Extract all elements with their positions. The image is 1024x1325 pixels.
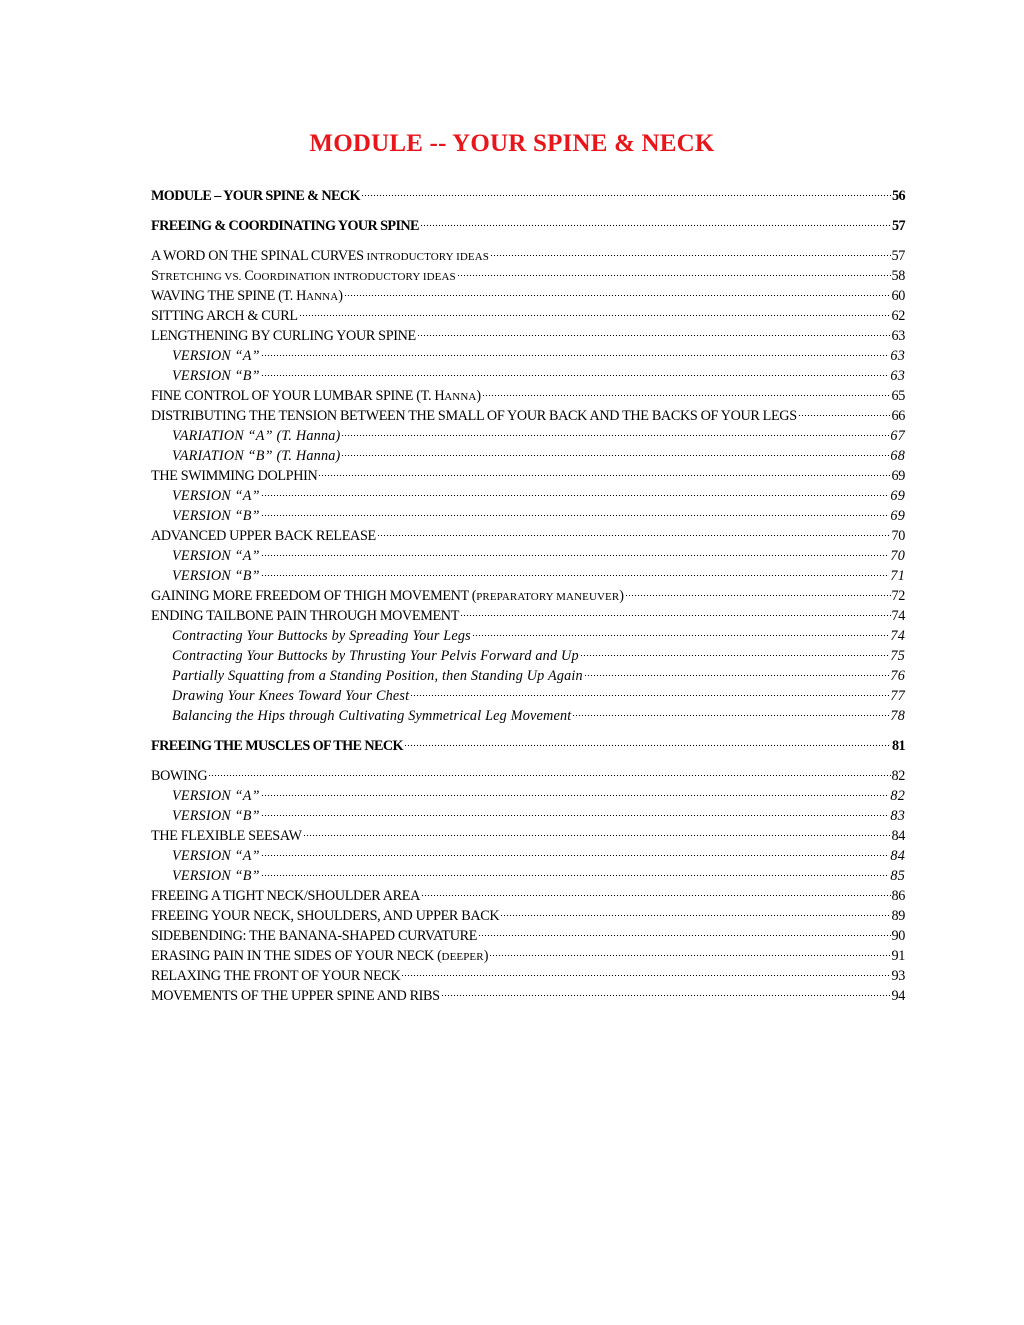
dot-leader [421, 887, 891, 897]
toc-entry[interactable] [151, 346, 905, 366]
toc-entry-label [172, 506, 260, 526]
toc-entry-text: ) [483, 948, 489, 964]
dot-leader [490, 247, 891, 257]
toc-entry-page-number: 84 [891, 828, 905, 844]
dot-leader [572, 707, 889, 717]
toc-entry[interactable] [151, 786, 905, 806]
toc-entry-text: FREEING A TIGHT NECK/SHOULDER AREA [151, 888, 420, 904]
toc-entry-label [151, 966, 400, 986]
toc-entry-page-number: 89 [891, 908, 905, 924]
dot-leader [584, 667, 890, 677]
toc-entry-label [172, 366, 260, 386]
toc-entry[interactable] [151, 546, 905, 566]
toc-entry-label [151, 606, 459, 626]
toc-entry-text: VERSION “B” [172, 868, 260, 884]
toc-entry[interactable] [151, 886, 905, 906]
toc-entry-text: VERSION “A” [172, 848, 260, 864]
toc-entry-text: TRETCHING VS. [158, 271, 245, 283]
toc-entry-page-number: 57 [892, 218, 905, 234]
toc-entry-page-number: 72 [891, 588, 905, 604]
toc-entry-text: BOWING [151, 768, 208, 784]
dot-leader [417, 327, 891, 337]
dot-leader [261, 367, 890, 377]
toc-entry-page-number: 63 [890, 348, 905, 364]
toc-entry-text: VARIATION “A” (T. Hanna) [172, 428, 341, 444]
dot-leader [377, 527, 891, 537]
toc-entry-page-number: 57 [891, 248, 905, 264]
toc-entry-page-number: 70 [890, 548, 905, 564]
dot-leader [261, 567, 890, 577]
dot-leader [303, 827, 891, 837]
toc-entry[interactable] [151, 606, 905, 626]
toc-entry[interactable] [151, 426, 905, 446]
toc-entry-label [172, 686, 409, 706]
toc-entry-page-number: 84 [890, 848, 905, 864]
toc-entry-text: FREEING YOUR NECK, SHOULDERS, AND UPPER BACK [151, 908, 500, 924]
toc-entry-label [151, 826, 302, 846]
dot-leader [420, 217, 891, 227]
dot-leader [261, 847, 890, 857]
toc-entry-label [151, 526, 376, 546]
toc-entry[interactable] [151, 626, 905, 646]
toc-entry-text: ) [619, 588, 624, 604]
toc-entry[interactable] [151, 706, 905, 726]
toc-entry-label [151, 286, 343, 307]
dot-leader [625, 587, 891, 597]
dot-leader [441, 987, 891, 997]
toc-entry-text: Drawing Your Knees Toward Your Chest [172, 688, 410, 704]
toc-entry-page-number: 58 [891, 268, 905, 284]
toc-entry-text: ANNA [444, 391, 477, 403]
toc-entry-label [172, 846, 260, 866]
toc-entry-text: DISTRIBUTING THE TENSION BETWEEN THE SMALL OF YOUR BACK AND THE BACKS OF YOUR LEGS [151, 408, 797, 424]
toc-entry-text: SIDEBENDING: THE BANANA-SHAPED CURVATURE [151, 928, 478, 944]
toc-entry-page-number: 67 [890, 428, 905, 444]
toc-entry-text: ) [476, 388, 481, 404]
toc-entry[interactable] [151, 686, 905, 706]
toc-entry-text: MOVEMENTS OF THE UPPER SPINE AND RIBS [151, 988, 440, 1004]
toc-entry[interactable] [151, 966, 905, 986]
toc-entry-text: VERSION “B” [172, 368, 260, 384]
toc-entry-text: VERSION “A” [172, 548, 260, 564]
toc-entry-page-number: 66 [891, 408, 905, 424]
toc-entry-page-number: 70 [891, 528, 905, 544]
toc-entry-text: ANNA [306, 291, 339, 303]
toc-entry-label [151, 986, 440, 1006]
dot-leader [489, 947, 890, 957]
toc-entry-text: FREEING THE MUSCLES OF THE NECK [151, 738, 403, 754]
toc-entry-page-number: 56 [892, 188, 905, 204]
toc-entry-page-number: 82 [891, 768, 905, 784]
toc-entry[interactable] [151, 826, 905, 846]
toc-entry[interactable] [151, 216, 905, 236]
toc-entry[interactable] [151, 366, 905, 386]
toc-entry-label [172, 706, 571, 726]
dot-leader [299, 307, 891, 317]
toc-entry-label [151, 736, 403, 756]
toc-entry-text: PREPARATORY MANEUVER [476, 591, 620, 603]
toc-entry-page-number: 60 [891, 288, 905, 304]
dot-leader [341, 427, 889, 437]
dot-leader [404, 737, 891, 747]
dot-leader [261, 507, 890, 517]
dot-leader [798, 407, 891, 417]
toc-entry-label [151, 266, 456, 287]
toc-entry-page-number: 74 [891, 608, 905, 624]
toc-entry[interactable] [151, 246, 905, 266]
toc-entry-text: FINE CONTROL OF YOUR LUMBAR SPINE (T. H [151, 388, 445, 404]
toc-entry-page-number: 75 [890, 648, 905, 664]
toc-entry-text: OORDINATION INTRODUCTORY IDEAS [253, 271, 456, 283]
toc-entry-page-number: 69 [890, 488, 905, 504]
toc-entry[interactable] [151, 866, 905, 886]
toc-entry-label [151, 216, 419, 236]
toc-entry[interactable] [151, 986, 905, 1006]
toc-entry-text: A WORD ON THE SPINAL CURVES [151, 248, 364, 264]
toc-entry-label [151, 946, 488, 967]
toc-entry-label [151, 586, 624, 607]
toc-entry-label [151, 386, 481, 407]
dot-leader [410, 687, 889, 697]
dot-leader [401, 967, 890, 977]
toc-entry-label [172, 786, 260, 806]
toc-entry[interactable] [151, 266, 905, 286]
toc-entry-text: DEEPER [441, 951, 484, 963]
toc-entry[interactable] [151, 446, 905, 466]
dot-leader [460, 607, 890, 617]
toc-entry-text: Partially Squatting from a Standing Position, then Standing Up Again [172, 668, 583, 684]
dot-leader [261, 347, 890, 357]
toc-entry[interactable] [151, 186, 905, 206]
toc-entry-text: VERSION “B” [172, 508, 260, 524]
toc-entry-page-number: 91 [891, 948, 905, 964]
toc-entry-page-number: 93 [891, 968, 905, 984]
toc-entry-page-number: 65 [891, 388, 905, 404]
toc-entry-label [172, 646, 579, 666]
toc-entry-label [172, 446, 340, 466]
toc-entry-label [151, 406, 797, 426]
toc-entry-text: ) [338, 288, 343, 304]
toc-entry-text: LENGTHENING BY CURLING YOUR SPINE [151, 328, 416, 344]
toc-entry-page-number: 71 [890, 568, 905, 584]
toc-entry-text: WAVING THE SPINE (T. H [151, 288, 307, 304]
toc-entry-page-number: 78 [890, 708, 905, 724]
toc-entry-label [172, 486, 260, 506]
dot-leader [261, 787, 890, 797]
dot-leader [344, 287, 891, 297]
toc-entry[interactable] [151, 386, 905, 406]
toc-entry-text: RELAXING THE FRONT OF YOUR NECK [151, 968, 401, 984]
toc-entry[interactable] [151, 306, 905, 326]
toc-entry[interactable] [151, 736, 905, 756]
toc-entry-label [151, 906, 499, 926]
toc-entry-text: SITTING ARCH & CURL [151, 308, 298, 324]
table-of-contents [151, 186, 905, 1006]
dot-leader [472, 627, 890, 637]
toc-entry-text: INTRODUCTORY IDEAS [363, 251, 489, 263]
toc-entry[interactable] [151, 326, 905, 346]
toc-entry-label [151, 326, 416, 346]
dot-leader [457, 267, 891, 277]
toc-entry-page-number: 74 [890, 628, 905, 644]
toc-entry-page-number: 81 [892, 738, 905, 754]
toc-entry[interactable] [151, 406, 905, 426]
toc-entry-label [172, 566, 260, 586]
toc-entry-text: Contracting Your Buttocks by Thrusting Your Pelvis Forward and Up [172, 648, 579, 664]
toc-entry-label [172, 666, 583, 686]
toc-entry-label [172, 866, 260, 886]
toc-entry[interactable] [151, 486, 905, 506]
toc-entry-page-number: 94 [891, 988, 905, 1004]
toc-entry-label [172, 346, 260, 366]
toc-entry-page-number: 90 [891, 928, 905, 944]
dot-leader [318, 467, 890, 477]
dot-leader [261, 867, 890, 877]
toc-entry-page-number: 76 [890, 668, 905, 684]
toc-entry-page-number: 69 [890, 508, 905, 524]
toc-entry-text: ENDING TAILBONE PAIN THROUGH MOVEMENT [151, 608, 460, 624]
toc-entry-label [172, 546, 260, 566]
page-title: MODULE -- YOUR SPINE & NECK [309, 130, 715, 157]
toc-entry[interactable] [151, 766, 905, 786]
toc-entry-text: Balancing the Hips through Cultivating Symmetrical Leg Movement [172, 708, 572, 724]
toc-entry-page-number: 63 [891, 328, 905, 344]
toc-entry[interactable] [151, 926, 905, 946]
toc-entry-page-number: 82 [890, 788, 905, 804]
dot-leader [478, 927, 890, 937]
toc-entry-page-number: 63 [890, 368, 905, 384]
toc-entry-text: VERSION “B” [172, 808, 260, 824]
toc-entry[interactable] [151, 806, 905, 826]
toc-entry-page-number: 77 [890, 688, 905, 704]
toc-entry[interactable] [151, 666, 905, 686]
toc-entry-label [172, 426, 340, 446]
toc-entry-page-number: 62 [891, 308, 905, 324]
dot-leader [361, 187, 891, 197]
toc-entry-text: FREEING & COORDINATING YOUR SPINE [151, 218, 419, 234]
toc-entry-label [151, 926, 477, 946]
dot-leader [580, 647, 890, 657]
toc-entry[interactable] [151, 646, 905, 666]
toc-entry-label [151, 466, 317, 486]
toc-entry-page-number: 86 [891, 888, 905, 904]
dot-leader [261, 547, 890, 557]
dot-leader [341, 447, 889, 457]
dot-leader [500, 907, 890, 917]
toc-entry-text: VERSION “A” [172, 788, 260, 804]
toc-entry-text: THE SWIMMING DOLPHIN [151, 468, 318, 484]
toc-entry-label [151, 246, 489, 267]
toc-entry-text: Contracting Your Buttocks by Spreading Your Legs [172, 628, 471, 644]
toc-entry-label [172, 806, 260, 826]
toc-entry-text: S [151, 268, 159, 284]
toc-entry-label [172, 626, 471, 646]
dot-leader [261, 487, 890, 497]
toc-entry-page-number: 85 [890, 868, 905, 884]
toc-entry-page-number: 68 [890, 448, 905, 464]
toc-entry-text: VERSION “A” [172, 348, 260, 364]
dot-leader [208, 767, 890, 777]
toc-entry-label [151, 766, 207, 786]
toc-entry[interactable] [151, 946, 905, 966]
toc-entry-text: ADVANCED UPPER BACK RELEASE [151, 528, 376, 544]
toc-entry-text: VARIATION “B” (T. Hanna) [172, 448, 341, 464]
toc-entry[interactable] [151, 906, 905, 926]
toc-entry-text: THE FLEXIBLE SEESAW [151, 828, 302, 844]
toc-entry-text: VERSION “B” [172, 568, 260, 584]
toc-entry-page-number: 69 [891, 468, 905, 484]
toc-entry[interactable] [151, 466, 905, 486]
toc-entry-page-number: 83 [890, 808, 905, 824]
dot-leader [482, 387, 891, 397]
dot-leader [261, 807, 890, 817]
toc-entry-text: ERASING PAIN IN THE SIDES OF YOUR NECK ( [151, 948, 442, 964]
toc-entry-text: VERSION “A” [172, 488, 260, 504]
toc-entry-text: C [244, 268, 254, 284]
toc-entry-label [151, 886, 420, 906]
toc-entry-text: MODULE – YOUR SPINE & NECK [151, 188, 360, 204]
toc-entry[interactable] [151, 586, 905, 606]
toc-entry-text: GAINING MORE FREEDOM OF THIGH MOVEMENT ( [151, 588, 477, 604]
toc-entry[interactable] [151, 566, 905, 586]
toc-entry-label [151, 306, 298, 326]
toc-entry[interactable] [151, 526, 905, 546]
toc-entry[interactable] [151, 506, 905, 526]
toc-entry[interactable] [151, 286, 905, 306]
toc-entry-label [151, 186, 360, 206]
toc-entry[interactable] [151, 846, 905, 866]
